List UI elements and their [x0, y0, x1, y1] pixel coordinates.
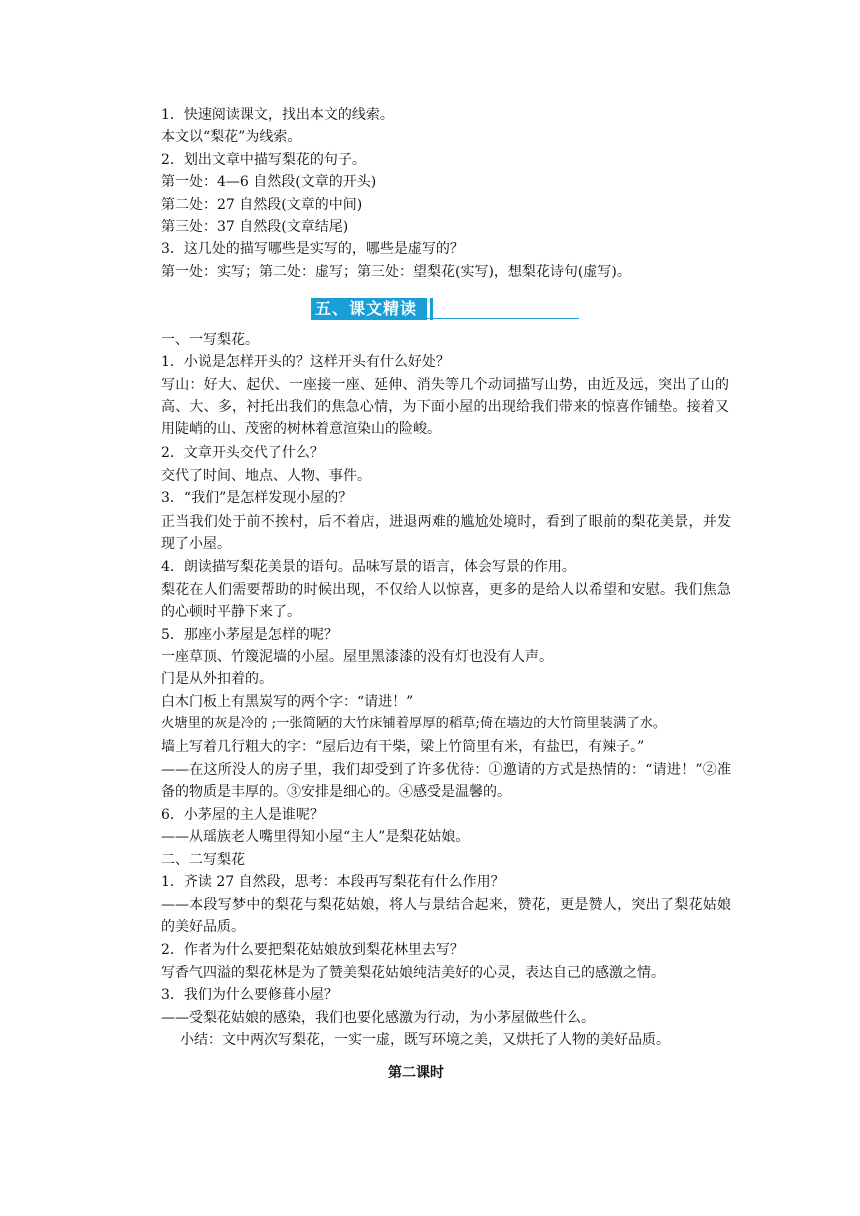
- section-five-title: 五、课文精读: [311, 298, 427, 320]
- answer-5-a: 一座草顶、竹篾泥墙的小屋。屋里黑漆漆的没有灯也没有人声。: [161, 649, 553, 665]
- question-1: 1．小说是怎样开头的？这样开头有什么好处？: [161, 354, 450, 370]
- answer-3: 正当我们处于前不挨村，后不着店，进退两难的尴尬处境时，看到了眼前的梨花美景，并发现了小屋。: [161, 514, 731, 552]
- question-2: 2．文章开头交代了什么？: [161, 445, 324, 461]
- answer-real-virtual: 第一处：实写；第二处：虚写；第三处：望梨花(实写)，想梨花诗句(虚写)。: [161, 264, 631, 280]
- question-5: 5．那座小茅屋是怎样的呢？: [161, 627, 338, 643]
- question-4: 4．朗读描写梨花美景的语句。品味写景的语言，体会写景的作用。: [161, 559, 576, 575]
- answer-2: 交代了时间、地点、人物、事件。: [161, 468, 371, 484]
- answer-1: 写山：好大、起伏、一座接一座、延伸、消失等几个动词描写山势，由近及远，突出了山的高、大、多，衬托出我们的焦急心情，为下面小屋的出现给我们带来的惊喜作铺垫。接着又用陡峭的山、茂密的树林着意渲染山的险峻。: [161, 377, 729, 437]
- answer-5-e: 墙上写着几行粗大的字：“屋后边有干柴，梁上竹筒里有米，有盐巴，有辣子。”: [161, 739, 645, 755]
- answer-third-place: 第三处：37 自然段(文章结尾): [161, 219, 349, 235]
- question-6: 6．小茅屋的主人是谁呢？: [161, 807, 324, 823]
- question-clue: 1．快速阅读课文，找出本文的线索。: [161, 107, 394, 123]
- answer-second-place: 第二处：27 自然段(文章的中间): [161, 197, 363, 213]
- answer-6: ——从瑶族老人嘴里得知小屋“主人”是梨花姑娘。: [161, 829, 470, 845]
- answer-9: ——受梨花姑娘的感染，我们也要化感激为行动，为小茅屋做些什么。: [161, 1010, 595, 1026]
- section-bar-decoration: [430, 298, 433, 320]
- question-sentences: 2．划出文章中描写梨花的句子。: [161, 152, 366, 168]
- question-8: 2．作者为什么要把梨花姑娘放到梨花林里去写？: [161, 942, 464, 958]
- answer-5-d: 火塘里的灰是冷的 ;一张简陋的大竹床铺着厚厚的稻草;倚在墙边的大竹筒里装满了水。: [161, 716, 667, 731]
- answer-7: ——本段写梦中的梨花与梨花姑娘，将人与景结合起来，赞花，更是赞人，突出了梨花姑娘的美好品质。: [161, 897, 731, 935]
- question-7: 1．齐读 27 自然段，思考：本段再写梨花有什么作用？: [161, 874, 505, 890]
- answer-4: 梨花在人们需要帮助的时候出现，不仅给人以惊喜，更多的是给人以希望和安慰。我们焦急的心顿时平静下来了。: [161, 582, 731, 620]
- heading-second-pear: 二、二写梨花: [161, 852, 245, 868]
- summary: 小结：文中两次写梨花，一实一虚，既写环境之美，又烘托了人物的美好品质。: [180, 1032, 670, 1048]
- lesson-marker-text: 第二课时: [388, 1065, 444, 1081]
- question-3: 3．“我们”是怎样发现小屋的？: [161, 490, 353, 506]
- heading-first-pear: 一、一写梨花。: [161, 332, 259, 348]
- section-underline: [311, 318, 579, 319]
- answer-8: 写香气四溢的梨花林是为了赞美梨花姑娘纯洁美好的心灵，表达自己的感激之情。: [161, 965, 665, 981]
- question-real-virtual: 3．这几处的描写哪些是实写的，哪些是虚写的？: [161, 241, 464, 257]
- answer-5-b: 门是从外扣着的。: [161, 671, 273, 687]
- answer-5-f: ——在这所没人的房子里，我们却受到了许多优待：①邀请的方式是热情的：“请进！”②准备的物质是丰厚的。③安排是细心的。④感受是温馨的。: [161, 762, 731, 800]
- lesson-marker: [388, 1062, 444, 1082]
- answer-clue: 本文以“梨花”为线索。: [161, 129, 302, 145]
- question-9: 3．我们为什么要修葺小屋？: [161, 987, 338, 1003]
- answer-first-place: 第一处：4—6 自然段(文章的开头): [161, 174, 377, 190]
- answer-5-c: 白木门板上有黑炭写的两个字：“请进！”: [161, 694, 414, 710]
